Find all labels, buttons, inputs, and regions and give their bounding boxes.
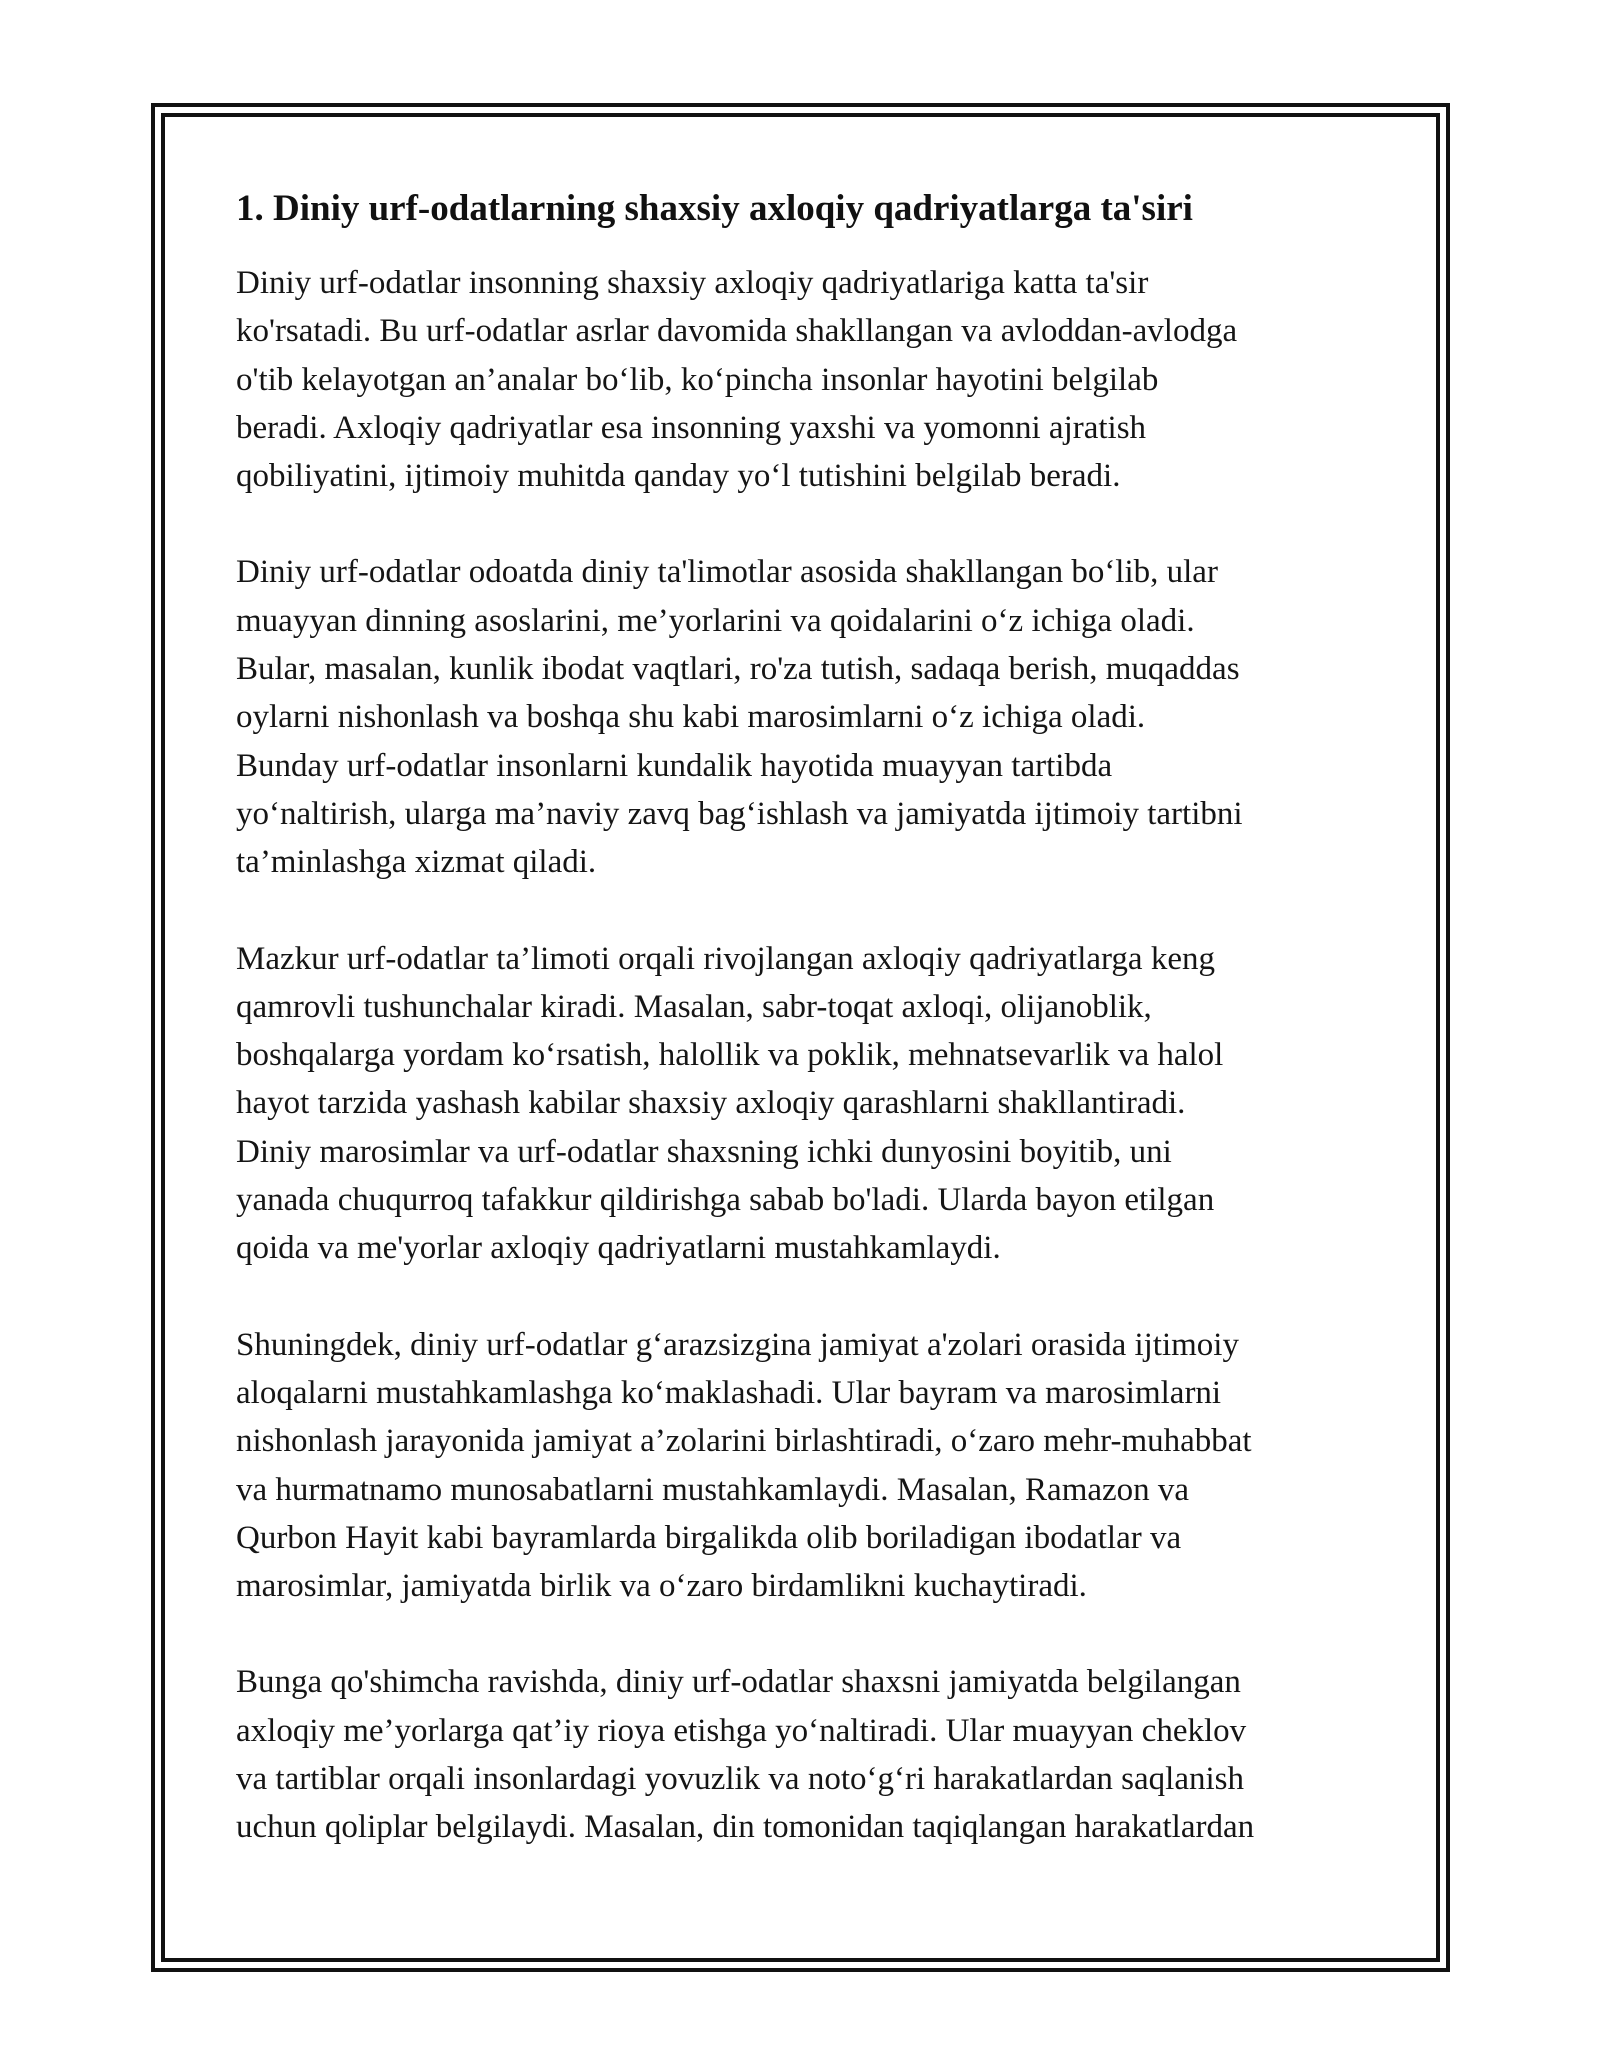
text-line: hayot tarzida yashash kabilar shaxsiy axloqiy qarashlarni shakllantiradi. [236,1085,1186,1122]
text-line: qamrovli tushunchalar kiradi. Masalan, sabr-toqat axloqi, olijanoblik, [236,988,1152,1025]
text-line: ta’minlashga xizmat qiladi. [236,844,597,881]
paragraph [236,1658,1376,1851]
text-line: uchun qoliplar belgilaydi. Masalan, din tomonidan taqiqlangan harakatlardan [236,1809,1255,1846]
text-line: Qurbon Hayit kabi bayramlarda birgalikda olib boriladigan ibodatlar va [236,1519,1182,1556]
text-line: qobiliyatini, ijtimoiy muhitda qanday yo‘l tutishini belgilab beradi. [236,458,1121,495]
text-line: Diniy urf-odatlar insonning shaxsiy axloqiy qadriyatlariga katta ta'sir [236,265,1149,301]
text-line: Diniy urf-odatlar odoatda diniy ta'limotlar asosida shakllangan bo‘lib, ular [236,554,1218,591]
text-line: Bunday urf-odatlar insonlarni kundalik hayotida muayyan tartibda [236,747,1113,784]
paragraph [236,259,1376,500]
text-line: ko'rsatadi. Bu urf-odatlar asrlar davomida shakllangan va avloddan-avlodga [236,313,1238,350]
text-line: beradi. Axloqiy qadriyatlar esa insonning yaxshi va yomonni ajratish [236,409,1147,446]
text-line: yo‘naltirish, ularga ma’naviy zavq bag‘ishlash va jamiyatda ijtimoiy tartibni [236,795,1243,832]
text-line: yanada chuqurroq tafakkur qildirishga sabab bo'ladi. Ularda bayon etilgan [236,1182,1215,1219]
text-line: Mazkur urf-odatlar ta’limoti orqali rivojlangan axloqiy qadriyatlarga keng [236,940,1215,977]
text-line: marosimlar, jamiyatda birlik va o‘zaro birdamlikni kuchaytiradi. [236,1568,1087,1605]
paragraph [236,548,1376,886]
paragraph [236,1321,1376,1611]
text-line: aloqalarni mustahkamlashga ko‘maklashadi. Ular bayram va marosimlarni [236,1374,1222,1411]
text-line: boshqalarga yordam ko‘rsatish, halollik va poklik, mehnatsevarlik va halol [236,1037,1224,1074]
text-line: axloqiy me’yorlarga qat’iy rioya etishga yo‘naltiradi. Ular muayyan cheklov [236,1712,1247,1749]
text-line: muayyan dinning asoslarini, me’yorlarini va qoidalarini o‘z ichiga oladi. [236,602,1195,639]
text-line: o'tib kelayotgan an’analar bo‘lib, ko‘pincha insonlar hayotini belgilab [236,361,1159,398]
text-line: Bular, masalan, kunlik ibodat vaqtlari, ro'za tutish, sadaqa berish, muqaddas [236,651,1240,688]
text-line: qoida va me'yorlar axloqiy qadriyatlarni mustahkamlaydi. [236,1230,1001,1267]
document-body [236,185,1376,1900]
text-line: nishonlash jarayonida jamiyat a’zolarini birlashtiradi, o‘zaro mehr-muhabbat [236,1423,1252,1460]
paragraph [236,935,1376,1273]
text-line: Shuningdek, diniy urf-odatlar g‘arazsizgina jamiyat a'zolari orasida ijtimoiy [236,1326,1239,1363]
text-line: Diniy marosimlar va urf-odatlar shaxsning ichki dunyosini boyitib, uni [236,1133,1172,1170]
text-line: oylarni nishonlash va boshqa shu kabi marosimlarni o‘z ichiga oladi. [236,699,1146,736]
text-line: va tartiblar orqali insonlardagi yovuzlik va noto‘g‘ri harakatlardan saqlanish [236,1761,1244,1798]
section-heading: 1. Diniy urf-odatlarning shaxsiy axloqiy qadriyatlarga ta'siri [236,188,1193,229]
text-line: Bunga qo'shimcha ravishda, diniy urf-odatlar shaxsni jamiyatda belgilangan [236,1664,1241,1701]
text-line: va hurmatnamo munosabatlarni mustahkamlaydi. Masalan, Ramazon va [236,1471,1190,1508]
